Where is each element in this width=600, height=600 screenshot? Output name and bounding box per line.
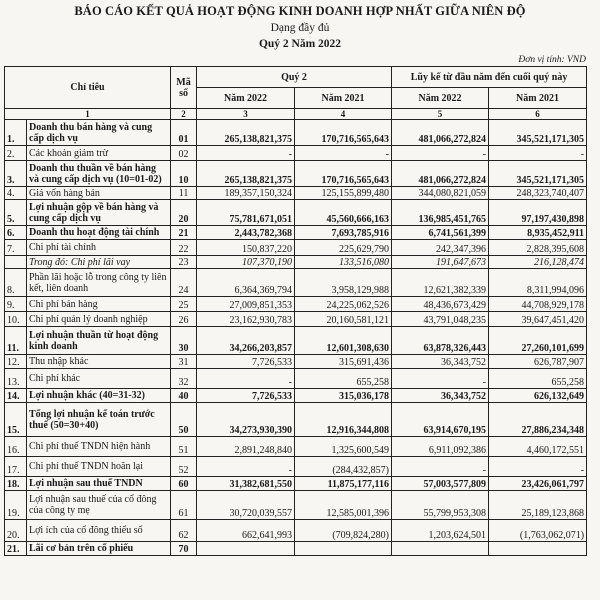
row-code: 40 xyxy=(171,389,197,403)
row-label: Tổng lợi nhuận kế toán trước thuế (50=30+40) xyxy=(27,403,171,437)
column-index-6: 6 xyxy=(489,109,587,120)
table-row xyxy=(5,327,587,355)
row-code: 25 xyxy=(171,297,197,312)
value-ytd-2022: 36,343,752 xyxy=(392,389,489,403)
value-q2-2021: 225,629,790 xyxy=(295,240,392,256)
value-q2-2022: 34,273,930,390 xyxy=(197,403,295,437)
value-ytd-2022: 48,436,673,429 xyxy=(392,297,489,312)
value-ytd-2021: 626,787,907 xyxy=(489,355,587,369)
value-q2-2021: 12,916,344,808 xyxy=(295,403,392,437)
table-row xyxy=(5,403,587,437)
row-label: Lợi nhuận sau thuế của cổ đông của công ty mẹ xyxy=(27,491,171,520)
value-ytd-2021: 248,323,740,407 xyxy=(489,187,587,200)
table-row xyxy=(5,491,587,520)
value-ytd-2021: 27,260,101,699 xyxy=(489,327,587,355)
row-number xyxy=(5,256,27,269)
column-header-q2022: Năm 2022 xyxy=(197,88,295,109)
value-ytd-2021: (1,763,062,071) xyxy=(489,520,587,542)
value-ytd-2022: 481,066,272,824 xyxy=(392,161,489,187)
row-number: 2. xyxy=(5,146,27,161)
value-q2-2021: 655,258 xyxy=(295,369,392,389)
value-q2-2021: 315,036,178 xyxy=(295,389,392,403)
table-row xyxy=(5,369,587,389)
table-row xyxy=(5,226,587,240)
table-row xyxy=(5,200,587,226)
column-index-4: 4 xyxy=(295,109,392,120)
row-code: 01 xyxy=(171,120,197,146)
value-ytd-2022 xyxy=(392,542,489,556)
row-label: Giá vốn hàng bán xyxy=(27,187,171,200)
value-ytd-2022: 36,343,752 xyxy=(392,355,489,369)
row-number: 7. xyxy=(5,240,27,256)
row-code: 02 xyxy=(171,146,197,161)
row-code: 50 xyxy=(171,403,197,437)
value-ytd-2022: 344,080,821,059 xyxy=(392,187,489,200)
value-ytd-2022: 63,914,670,195 xyxy=(392,403,489,437)
value-q2-2021: 20,160,581,121 xyxy=(295,312,392,327)
value-ytd-2021 xyxy=(489,542,587,556)
row-label: Chi phí tài chính xyxy=(27,240,171,256)
value-q2-2022: 265,138,821,375 xyxy=(197,161,295,187)
value-ytd-2022: - xyxy=(392,457,489,477)
row-number: 1. xyxy=(5,120,27,146)
value-ytd-2021: 8,935,452,911 xyxy=(489,226,587,240)
table-row xyxy=(5,240,587,256)
column-index-2: 2 xyxy=(171,109,197,120)
row-code: 51 xyxy=(171,437,197,457)
value-q2-2021: 45,560,666,163 xyxy=(295,200,392,226)
column-index-5: 5 xyxy=(392,109,489,120)
value-q2-2022: 34,266,203,857 xyxy=(197,327,295,355)
value-q2-2022: 662,641,993 xyxy=(197,520,295,542)
value-ytd-2021: 44,708,929,178 xyxy=(489,297,587,312)
row-code: 60 xyxy=(171,477,197,491)
value-q2-2021: 125,155,899,480 xyxy=(295,187,392,200)
value-q2-2022: 75,781,671,051 xyxy=(197,200,295,226)
value-ytd-2021: 39,647,451,420 xyxy=(489,312,587,327)
table-row xyxy=(5,120,587,146)
value-q2-2022 xyxy=(197,542,295,556)
row-number: 13. xyxy=(5,369,27,389)
row-number: 15. xyxy=(5,403,27,437)
value-ytd-2021: 626,132,649 xyxy=(489,389,587,403)
value-ytd-2021: 23,426,061,797 xyxy=(489,477,587,491)
row-code: 31 xyxy=(171,355,197,369)
row-label: Thu nhập khác xyxy=(27,355,171,369)
row-number: 21. xyxy=(5,542,27,556)
table-row xyxy=(5,355,587,369)
row-label: Chi phí quản lý doanh nghiệp xyxy=(27,312,171,327)
table-row xyxy=(5,312,587,327)
row-code: 70 xyxy=(171,542,197,556)
column-header-q2021: Năm 2021 xyxy=(295,88,392,109)
row-code: 30 xyxy=(171,327,197,355)
value-q2-2021: 3,958,129,988 xyxy=(295,269,392,297)
row-label: Lợi ích của cổ đông thiểu số xyxy=(27,520,171,542)
value-ytd-2022: 57,003,577,809 xyxy=(392,477,489,491)
row-label: Các khoản giảm trừ xyxy=(27,146,171,161)
row-label: Chi phí thuế TNDN hiện hành xyxy=(27,437,171,457)
value-ytd-2022: 242,347,396 xyxy=(392,240,489,256)
value-q2-2022: 23,162,930,783 xyxy=(197,312,295,327)
row-code: 21 xyxy=(171,226,197,240)
row-code: 10 xyxy=(171,161,197,187)
row-number: 17. xyxy=(5,457,27,477)
row-label: Lợi nhuận gộp về bán hàng và cung cấp dịch vụ xyxy=(27,200,171,226)
income-statement-table xyxy=(4,66,587,556)
value-q2-2021: 170,716,565,643 xyxy=(295,161,392,187)
table-row xyxy=(5,477,587,491)
value-ytd-2021: 27,886,234,348 xyxy=(489,403,587,437)
table-row xyxy=(5,389,587,403)
row-number: 11. xyxy=(5,327,27,355)
value-ytd-2021: 655,258 xyxy=(489,369,587,389)
value-ytd-2021: 8,311,994,096 xyxy=(489,269,587,297)
value-q2-2021: 7,693,785,916 xyxy=(295,226,392,240)
value-q2-2022: 27,009,851,353 xyxy=(197,297,295,312)
value-q2-2021: 1,325,600,549 xyxy=(295,437,392,457)
table-body xyxy=(5,120,587,556)
row-code: 52 xyxy=(171,457,197,477)
value-ytd-2022: 191,647,673 xyxy=(392,256,489,269)
value-ytd-2022: 55,799,953,308 xyxy=(392,491,489,520)
report-subtitle: Dạng đầy đủ xyxy=(270,22,330,34)
row-label: Chi phí thuế TNDN hoãn lại xyxy=(27,457,171,477)
value-ytd-2021: 25,189,123,868 xyxy=(489,491,587,520)
row-label: Lợi nhuận khác (40=31-32) xyxy=(27,389,171,403)
column-group-quarter: Quý 2 xyxy=(197,67,392,88)
row-label: Phần lãi hoặc lỗ trong công ty liên kết, liên doanh xyxy=(27,269,171,297)
value-q2-2022: 2,891,248,840 xyxy=(197,437,295,457)
value-ytd-2021: - xyxy=(489,146,587,161)
value-q2-2022: - xyxy=(197,369,295,389)
column-index-1: 1 xyxy=(5,109,171,120)
value-ytd-2022: 1,203,624,501 xyxy=(392,520,489,542)
row-label: Lợi nhuận thuần từ hoạt động kinh doanh xyxy=(27,327,171,355)
row-number: 9. xyxy=(5,297,27,312)
value-ytd-2022: - xyxy=(392,369,489,389)
row-number: 16. xyxy=(5,437,27,457)
value-q2-2021: 11,875,177,116 xyxy=(295,477,392,491)
table-row xyxy=(5,187,587,200)
value-q2-2021: (284,432,857) xyxy=(295,457,392,477)
row-number: 5. xyxy=(5,200,27,226)
table-row xyxy=(5,457,587,477)
value-q2-2022: 189,357,150,324 xyxy=(197,187,295,200)
value-q2-2022: 31,382,681,550 xyxy=(197,477,295,491)
row-code: 32 xyxy=(171,369,197,389)
row-label: Chi phí bán hàng xyxy=(27,297,171,312)
row-code: 61 xyxy=(171,491,197,520)
table-row xyxy=(5,542,587,556)
row-number: 12. xyxy=(5,355,27,369)
value-q2-2021: 12,585,001,396 xyxy=(295,491,392,520)
row-label: Chi phí khác xyxy=(27,369,171,389)
column-header-code: Mã số xyxy=(171,67,197,109)
value-q2-2021: 315,691,436 xyxy=(295,355,392,369)
value-ytd-2021: 345,521,171,305 xyxy=(489,161,587,187)
column-group-ytd: Lũy kế từ đầu năm đến cuối quý này xyxy=(392,67,587,88)
row-label: Lợi nhuận sau thuế TNDN xyxy=(27,477,171,491)
row-code: 26 xyxy=(171,312,197,327)
row-label: Trong đó: Chi phí lãi vay xyxy=(27,256,171,269)
table-row xyxy=(5,297,587,312)
column-header-ytd2022: Năm 2022 xyxy=(392,88,489,109)
report-period: Quý 2 Năm 2022 xyxy=(258,38,342,50)
column-index-3: 3 xyxy=(197,109,295,120)
value-ytd-2022: 6,741,561,399 xyxy=(392,226,489,240)
table-row xyxy=(5,161,587,187)
value-q2-2021: 24,225,062,526 xyxy=(295,297,392,312)
value-q2-2022: 7,726,533 xyxy=(197,355,295,369)
value-q2-2022: 150,837,220 xyxy=(197,240,295,256)
report-title: BÁO CÁO KẾT QUẢ HOẠT ĐỘNG KINH DOANH HỢP NHẤT GIỮA NIÊN ĐỘ xyxy=(74,4,526,18)
column-header-ytd2021: Năm 2021 xyxy=(489,88,587,109)
row-code: 62 xyxy=(171,520,197,542)
value-q2-2022: 30,720,039,557 xyxy=(197,491,295,520)
value-q2-2022: 265,138,821,375 xyxy=(197,120,295,146)
row-number: 6. xyxy=(5,226,27,240)
table-row xyxy=(5,520,587,542)
row-label: Doanh thu bán hàng và cung cấp dịch vụ xyxy=(27,120,171,146)
value-ytd-2022: 12,621,382,339 xyxy=(392,269,489,297)
value-q2-2021: 170,716,565,643 xyxy=(295,120,392,146)
row-code: 22 xyxy=(171,240,197,256)
table-row xyxy=(5,437,587,457)
value-q2-2021 xyxy=(295,542,392,556)
row-label: Doanh thu hoạt động tài chính xyxy=(27,226,171,240)
column-header-item: Chỉ tiêu xyxy=(5,67,171,109)
row-label: Doanh thu thuần về bán hàng và cung cấp dịch vụ (10=01-02) xyxy=(27,161,171,187)
value-q2-2021: 12,601,308,630 xyxy=(295,327,392,355)
value-ytd-2021: 97,197,430,898 xyxy=(489,200,587,226)
value-q2-2021: 133,516,080 xyxy=(295,256,392,269)
row-number: 18. xyxy=(5,477,27,491)
value-q2-2022: 7,726,533 xyxy=(197,389,295,403)
table-row xyxy=(5,269,587,297)
value-ytd-2022: 63,878,326,443 xyxy=(392,327,489,355)
row-number: 20. xyxy=(5,520,27,542)
row-label: Lãi cơ bản trên cổ phiếu xyxy=(27,542,171,556)
value-ytd-2022: 6,911,092,386 xyxy=(392,437,489,457)
value-ytd-2021: 345,521,171,305 xyxy=(489,120,587,146)
table-row xyxy=(5,256,587,269)
value-ytd-2021: - xyxy=(489,457,587,477)
value-q2-2021: (709,824,280) xyxy=(295,520,392,542)
row-code: 24 xyxy=(171,269,197,297)
value-ytd-2022: - xyxy=(392,146,489,161)
row-number: 10. xyxy=(5,312,27,327)
row-code: 11 xyxy=(171,187,197,200)
value-ytd-2021: 216,128,474 xyxy=(489,256,587,269)
value-q2-2022: - xyxy=(197,146,295,161)
value-q2-2021: - xyxy=(295,146,392,161)
value-q2-2022: 6,364,369,794 xyxy=(197,269,295,297)
value-ytd-2022: 43,791,048,235 xyxy=(392,312,489,327)
currency-unit: Đơn vị tính: VND xyxy=(518,55,586,65)
table-row xyxy=(5,146,587,161)
value-ytd-2022: 136,985,451,765 xyxy=(392,200,489,226)
row-code: 23 xyxy=(171,256,197,269)
value-ytd-2021: 4,460,172,551 xyxy=(489,437,587,457)
row-number: 19. xyxy=(5,491,27,520)
row-number: 3. xyxy=(5,161,27,187)
row-number: 14. xyxy=(5,389,27,403)
row-code: 20 xyxy=(171,200,197,226)
value-q2-2022: 107,370,190 xyxy=(197,256,295,269)
row-number: 4. xyxy=(5,187,27,200)
value-ytd-2021: 2,828,395,608 xyxy=(489,240,587,256)
row-number: 8. xyxy=(5,269,27,297)
value-q2-2022: 2,443,782,368 xyxy=(197,226,295,240)
value-ytd-2022: 481,066,272,824 xyxy=(392,120,489,146)
value-q2-2022: - xyxy=(197,457,295,477)
